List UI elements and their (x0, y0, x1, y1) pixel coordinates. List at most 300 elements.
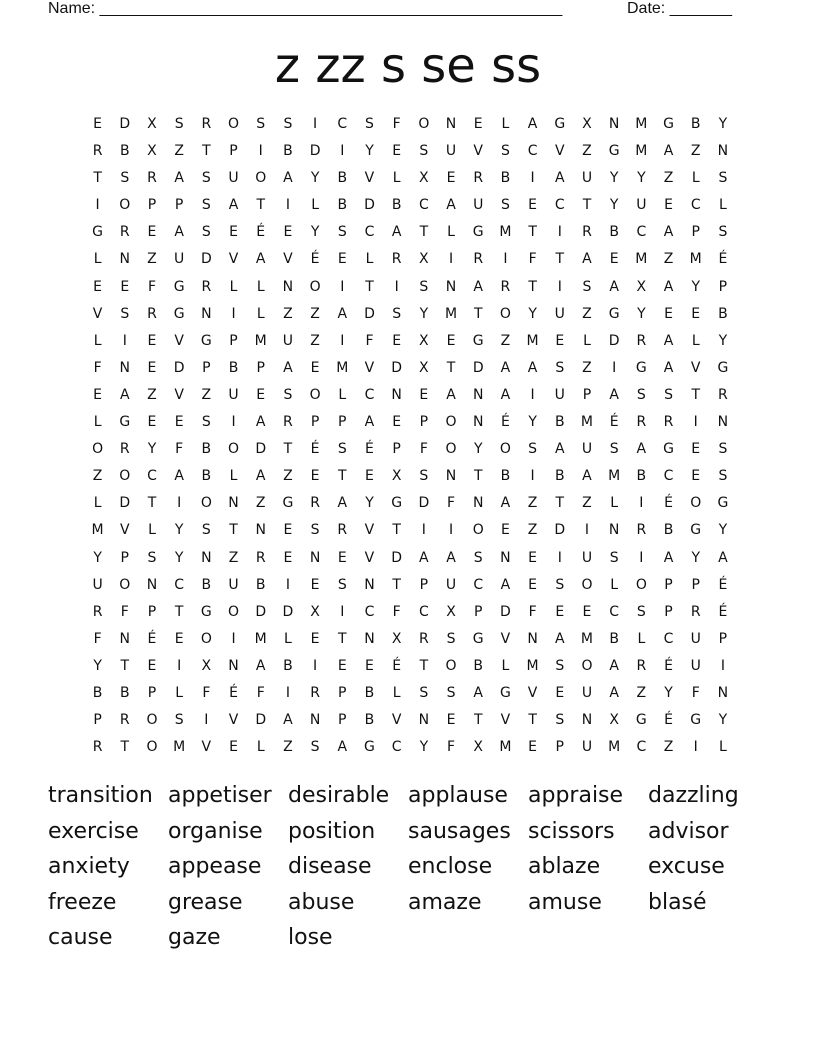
page-title: z zz s se ss (274, 38, 542, 94)
grid-cell: L (392, 684, 401, 701)
grid-cell: C (663, 630, 674, 647)
grid-cell: É (229, 684, 238, 701)
grid-cell: É (310, 441, 320, 458)
grid-cell: E (337, 251, 347, 268)
grid-cell: S (365, 116, 374, 132)
grid-cell: N (201, 549, 212, 566)
grid-cell: M (91, 522, 104, 539)
grid-cell: F (175, 441, 184, 458)
grid-cell: E (691, 441, 701, 458)
grid-cell: V (92, 305, 103, 322)
grid-cell: R (92, 603, 103, 620)
grid-cell: B (690, 116, 701, 132)
grid-cell: I (313, 657, 318, 674)
word-list-item: appetiser (168, 783, 272, 808)
grid-cell: L (229, 278, 238, 295)
grid-cell: T (419, 657, 429, 674)
grid-cell: É (718, 603, 728, 620)
grid-cell: N (146, 576, 158, 593)
grid-cell: A (500, 386, 511, 403)
grid-cell: N (445, 278, 457, 295)
grid-cell: S (555, 712, 565, 729)
grid-cell: A (582, 251, 592, 268)
grid-cell: O (146, 739, 158, 756)
grid-cell: S (201, 170, 211, 187)
grid-cell: L (501, 116, 510, 132)
grid-cell: O (499, 305, 511, 322)
grid-cell: É (392, 657, 402, 674)
grid-cell: N (309, 549, 321, 566)
grid-cell: I (584, 522, 590, 539)
grid-cell: R (636, 522, 647, 539)
grid-cell: B (391, 197, 402, 214)
grid-cell: D (309, 143, 321, 160)
grid-cell: O (635, 576, 647, 593)
grid-cell: O (472, 522, 484, 539)
grid-cell: S (201, 197, 211, 214)
grid-cell: E (147, 657, 157, 674)
grid-cell: I (177, 657, 182, 674)
grid-cell: B (337, 170, 348, 187)
grid-cell: T (473, 712, 483, 729)
grid-cell: L (365, 251, 374, 268)
grid-cell: Y (664, 684, 673, 701)
letter-grid (84, 114, 737, 764)
grid-cell: C (364, 224, 375, 241)
grid-cell: D (119, 495, 131, 512)
grid-cell: X (391, 468, 402, 485)
grid-cell: I (285, 684, 290, 701)
grid-cell: I (285, 197, 290, 214)
grid-cell: A (337, 305, 348, 322)
grid-cell: A (663, 359, 674, 376)
grid-cell: E (310, 468, 320, 485)
grid-cell: Y (174, 549, 184, 566)
grid-cell: S (718, 468, 728, 485)
grid-cell: A (609, 684, 619, 701)
grid-cell: L (256, 305, 265, 322)
grid-cell: U (174, 251, 185, 268)
grid-cell: E (229, 224, 238, 241)
grid-cell: Y (473, 441, 483, 458)
grid-cell: E (664, 305, 673, 322)
grid-cell: N (119, 251, 131, 268)
grid-cell: A (718, 549, 728, 566)
grid-cell: D (255, 441, 267, 458)
grid-cell: G (472, 630, 484, 647)
grid-cell: X (609, 712, 619, 729)
grid-cell: N (282, 278, 294, 295)
grid-cell: O (499, 441, 511, 458)
grid-cell: F (691, 684, 700, 701)
grid-cell: T (446, 359, 456, 376)
grid-cell: T (555, 495, 565, 512)
grid-cell: S (392, 305, 402, 322)
grid-cell: A (283, 712, 293, 729)
grid-cell: S (201, 224, 211, 241)
grid-cell: D (119, 116, 131, 132)
grid-cell: G (472, 332, 484, 349)
grid-cell: A (554, 630, 565, 647)
grid-cell: G (364, 739, 375, 756)
grid-cell: E (528, 739, 538, 756)
grid-cell: O (445, 441, 457, 458)
grid-cell: S (310, 522, 320, 539)
grid-cell: Z (174, 143, 184, 160)
word-list (48, 780, 788, 958)
grid-cell: Y (419, 739, 429, 756)
grid-cell: F (419, 441, 428, 458)
grid-cell: S (419, 684, 429, 701)
grid-cell: F (392, 116, 401, 132)
grid-cell: T (555, 251, 565, 268)
grid-cell: G (635, 359, 647, 376)
grid-cell: L (583, 332, 591, 349)
grid-cell: É (609, 414, 619, 431)
grid-cell: G (717, 359, 729, 376)
grid-cell: R (418, 630, 429, 647)
grid-cell: Y (310, 170, 320, 187)
grid-row (84, 358, 737, 385)
grid-cell: R (119, 441, 130, 458)
grid-row (84, 195, 737, 222)
grid-cell: Z (228, 549, 239, 566)
grid-cell: P (392, 441, 401, 458)
grid-cell: S (120, 305, 130, 322)
grid-cell: T (147, 495, 157, 512)
grid-cell: M (608, 739, 621, 756)
word-list-item: freeze (48, 889, 117, 915)
grid-cell: É (365, 441, 374, 458)
grid-cell: S (337, 576, 347, 593)
grid-cell: A (473, 278, 483, 295)
grid-cell: R (636, 414, 647, 431)
grid-cell: Y (93, 549, 102, 566)
grid-cell: Y (93, 657, 102, 674)
grid-cell: E (310, 576, 320, 593)
grid-row (84, 737, 737, 764)
grid-cell: R (201, 278, 212, 295)
grid-cell: E (500, 522, 510, 539)
word-list-item: exercise (48, 818, 139, 844)
grid-cell: R (473, 170, 484, 187)
grid-cell: I (448, 522, 454, 539)
grid-cell: E (283, 522, 293, 539)
grid-cell: P (473, 603, 483, 620)
grid-cell: U (473, 197, 484, 214)
grid-cell: A (554, 170, 565, 187)
grid-cell: N (472, 495, 484, 512)
grid-cell: É (500, 414, 510, 431)
grid-row (84, 548, 737, 575)
grid-cell: X (582, 116, 592, 132)
grid-cell: S (174, 712, 184, 729)
grid-cell: A (582, 468, 592, 485)
grid-row (84, 249, 737, 276)
grid-cell: B (500, 468, 511, 485)
grid-cell: N (445, 468, 457, 485)
grid-cell: X (636, 278, 647, 295)
grid-cell: C (636, 224, 647, 241)
grid-row (84, 683, 737, 710)
grid-cell: G (608, 305, 620, 322)
grid-cell: A (255, 414, 266, 431)
grid-cell: Z (527, 495, 538, 512)
word-list-item: dazzling (648, 783, 739, 808)
word-list-item: disease (288, 854, 372, 880)
grid-cell: S (120, 170, 130, 187)
grid-cell: Z (582, 305, 592, 322)
grid-cell: C (418, 197, 429, 214)
grid-cell: I (421, 522, 426, 539)
grid-cell: L (691, 332, 700, 349)
grid-row (84, 575, 737, 602)
grid-cell: N (608, 116, 620, 132)
grid-cell: O (228, 603, 240, 620)
grid-cell: N (228, 495, 239, 512)
grid-cell: Z (310, 305, 320, 322)
grid-cell: É (256, 224, 266, 241)
grid-cell: S (609, 441, 619, 458)
grid-cell: V (527, 684, 538, 701)
grid-cell: X (147, 143, 157, 160)
grid-cell: S (283, 116, 293, 132)
grid-cell: D (282, 603, 294, 620)
grid-cell: D (391, 359, 403, 376)
word-list-item: applause (408, 783, 508, 808)
grid-cell: I (340, 603, 345, 620)
grid-cell: I (340, 143, 345, 160)
grid-cell: V (283, 251, 293, 268)
grid-cell: I (285, 576, 290, 593)
grid-cell: D (554, 522, 566, 539)
word-list-item: appraise (528, 783, 624, 808)
grid-cell: A (174, 468, 184, 485)
grid-cell: I (204, 712, 209, 729)
grid-cell: M (254, 630, 267, 647)
grid-cell: A (337, 739, 348, 756)
grid-cell: F (528, 251, 537, 268)
grid-cell: E (93, 116, 103, 132)
grid-cell: E (93, 386, 103, 403)
grid-cell: P (338, 684, 347, 701)
grid-cell: E (582, 603, 592, 620)
grid-cell: A (500, 576, 511, 593)
grid-cell: U (445, 576, 457, 593)
grid-cell: R (147, 170, 157, 187)
grid-cell: F (528, 603, 537, 620)
grid-cell: O (119, 197, 131, 214)
grid-cell: B (500, 170, 511, 187)
grid-cell: R (92, 143, 103, 160)
word-list-item: amaze (408, 889, 482, 915)
grid-cell: D (173, 359, 185, 376)
grid-cell: L (719, 739, 727, 756)
grid-cell: O (119, 576, 131, 593)
grid-cell: P (691, 576, 700, 593)
word-list-item: lose (288, 925, 333, 951)
grid-cell: T (473, 468, 483, 485)
grid-cell: O (445, 657, 457, 674)
grid-cell: F (147, 278, 156, 295)
grid-cell: E (419, 386, 429, 403)
grid-cell: O (200, 630, 212, 647)
grid-cell: L (610, 495, 619, 512)
grid-cell: C (391, 739, 402, 756)
grid-cell: I (693, 414, 698, 431)
grid-cell: É (718, 251, 728, 268)
grid-cell: A (419, 549, 429, 566)
grid-cell: R (500, 278, 511, 295)
word-list-item: position (288, 818, 376, 844)
grid-cell: V (690, 359, 701, 376)
grid-cell: B (554, 468, 565, 485)
word-list-item: excuse (648, 854, 725, 880)
word-list-item: transition (48, 783, 153, 808)
grid-cell: G (173, 278, 185, 295)
grid-cell: Y (718, 712, 728, 729)
grid-cell: R (310, 495, 320, 512)
grid-cell: T (283, 441, 293, 458)
grid-cell: N (309, 712, 321, 729)
grid-cell: S (419, 468, 429, 485)
grid-cell: I (639, 549, 644, 566)
grid-cell: M (689, 251, 702, 268)
grid-cell: B (554, 414, 565, 431)
grid-cell: Y (691, 278, 700, 295)
grid-cell: A (609, 278, 619, 295)
grid-cell: R (582, 224, 592, 241)
grid-cell: U (690, 630, 701, 647)
grid-cell: E (664, 197, 673, 214)
grid-row (84, 385, 737, 412)
word-list-item: ablaze (528, 854, 601, 880)
grid-cell: Z (582, 143, 592, 160)
grid-cell: V (119, 522, 130, 539)
word-list-item: organise (168, 818, 263, 844)
grid-row (84, 602, 737, 629)
grid-cell: R (391, 251, 402, 268)
grid-cell: Y (718, 116, 728, 132)
grid-cell: U (581, 441, 593, 458)
grid-row (84, 520, 737, 547)
grid-cell: O (581, 657, 593, 674)
grid-cell: S (201, 522, 211, 539)
grid-cell: P (147, 684, 157, 701)
grid-cell: S (609, 549, 619, 566)
grid-cell: M (580, 630, 594, 647)
grid-cell: E (555, 684, 565, 701)
grid-cell: X (446, 603, 456, 620)
grid-cell: U (581, 549, 593, 566)
grid-cell: P (338, 414, 347, 431)
grid-cell: É (310, 251, 320, 268)
grid-cell: E (174, 414, 184, 431)
grid-cell: O (690, 495, 702, 512)
grid-cell: V (364, 359, 375, 376)
grid-cell: S (555, 359, 565, 376)
grid-cell: T (174, 603, 184, 620)
grid-cell: N (201, 305, 212, 322)
grid-cell: E (337, 657, 347, 674)
grid-cell: D (200, 251, 212, 268)
grid-cell: E (93, 278, 103, 295)
grid-cell: É (147, 630, 157, 647)
grid-cell: A (636, 441, 647, 458)
grid-cell: E (691, 468, 701, 485)
header (48, 0, 748, 20)
grid-cell: X (473, 739, 484, 756)
grid-cell: I (340, 332, 345, 349)
grid-cell: B (663, 522, 674, 539)
grid-cell: N (500, 549, 511, 566)
grid-cell: A (446, 386, 456, 403)
date-field[interactable]: Date: _______ (627, 0, 732, 17)
grid-cell: I (503, 251, 508, 268)
grid-cell: T (419, 224, 429, 241)
grid-cell: M (499, 224, 512, 241)
grid-cell: A (119, 386, 130, 403)
grid-cell: S (310, 739, 320, 756)
grid-cell: E (283, 549, 293, 566)
grid-cell: R (255, 549, 266, 566)
grid-cell: U (228, 170, 239, 187)
grid-cell: Z (636, 684, 647, 701)
grid-cell: Z (147, 386, 157, 403)
grid-cell: Y (718, 522, 728, 539)
grid-cell: U (282, 332, 294, 349)
grid-cell: N (364, 576, 375, 593)
grid-cell: N (391, 386, 402, 403)
grid-row (84, 277, 737, 304)
grid-cell: I (122, 332, 127, 349)
grid-row (84, 710, 737, 737)
grid-cell: Y (365, 495, 374, 512)
grid-cell: I (639, 495, 644, 512)
grid-cell: I (557, 278, 562, 295)
grid-cell: B (609, 630, 619, 647)
grid-cell: G (635, 712, 647, 729)
grid-cell: Z (663, 739, 674, 756)
grid-cell: B (201, 441, 212, 458)
grid-cell: E (446, 332, 456, 349)
grid-cell: L (691, 170, 700, 187)
grid-cell: P (256, 359, 265, 376)
grid-cell: E (337, 549, 347, 566)
grid-cell: E (365, 657, 374, 674)
word-list-item: enclose (408, 854, 493, 880)
grid-cell: T (528, 278, 537, 295)
grid-cell: P (718, 630, 728, 647)
word-list-item: cause (48, 925, 113, 951)
grid-cell: O (581, 576, 593, 593)
grid-cell: D (255, 712, 267, 729)
grid-cell: S (582, 278, 592, 295)
grid-cell: P (664, 576, 673, 593)
grid-cell: V (364, 522, 375, 539)
grid-cell: Z (500, 332, 511, 349)
grid-cell: M (499, 739, 512, 756)
grid-cell: R (690, 603, 701, 620)
grid-cell: P (338, 712, 347, 729)
grid-cell: A (255, 251, 266, 268)
grid-cell: I (448, 251, 454, 268)
grid-cell: P (419, 576, 429, 593)
grid-cell: Y (691, 549, 700, 566)
grid-cell: V (364, 170, 375, 187)
name-field[interactable]: Name: ____________________________________________________ (48, 0, 563, 17)
grid-cell: Y (528, 414, 537, 431)
